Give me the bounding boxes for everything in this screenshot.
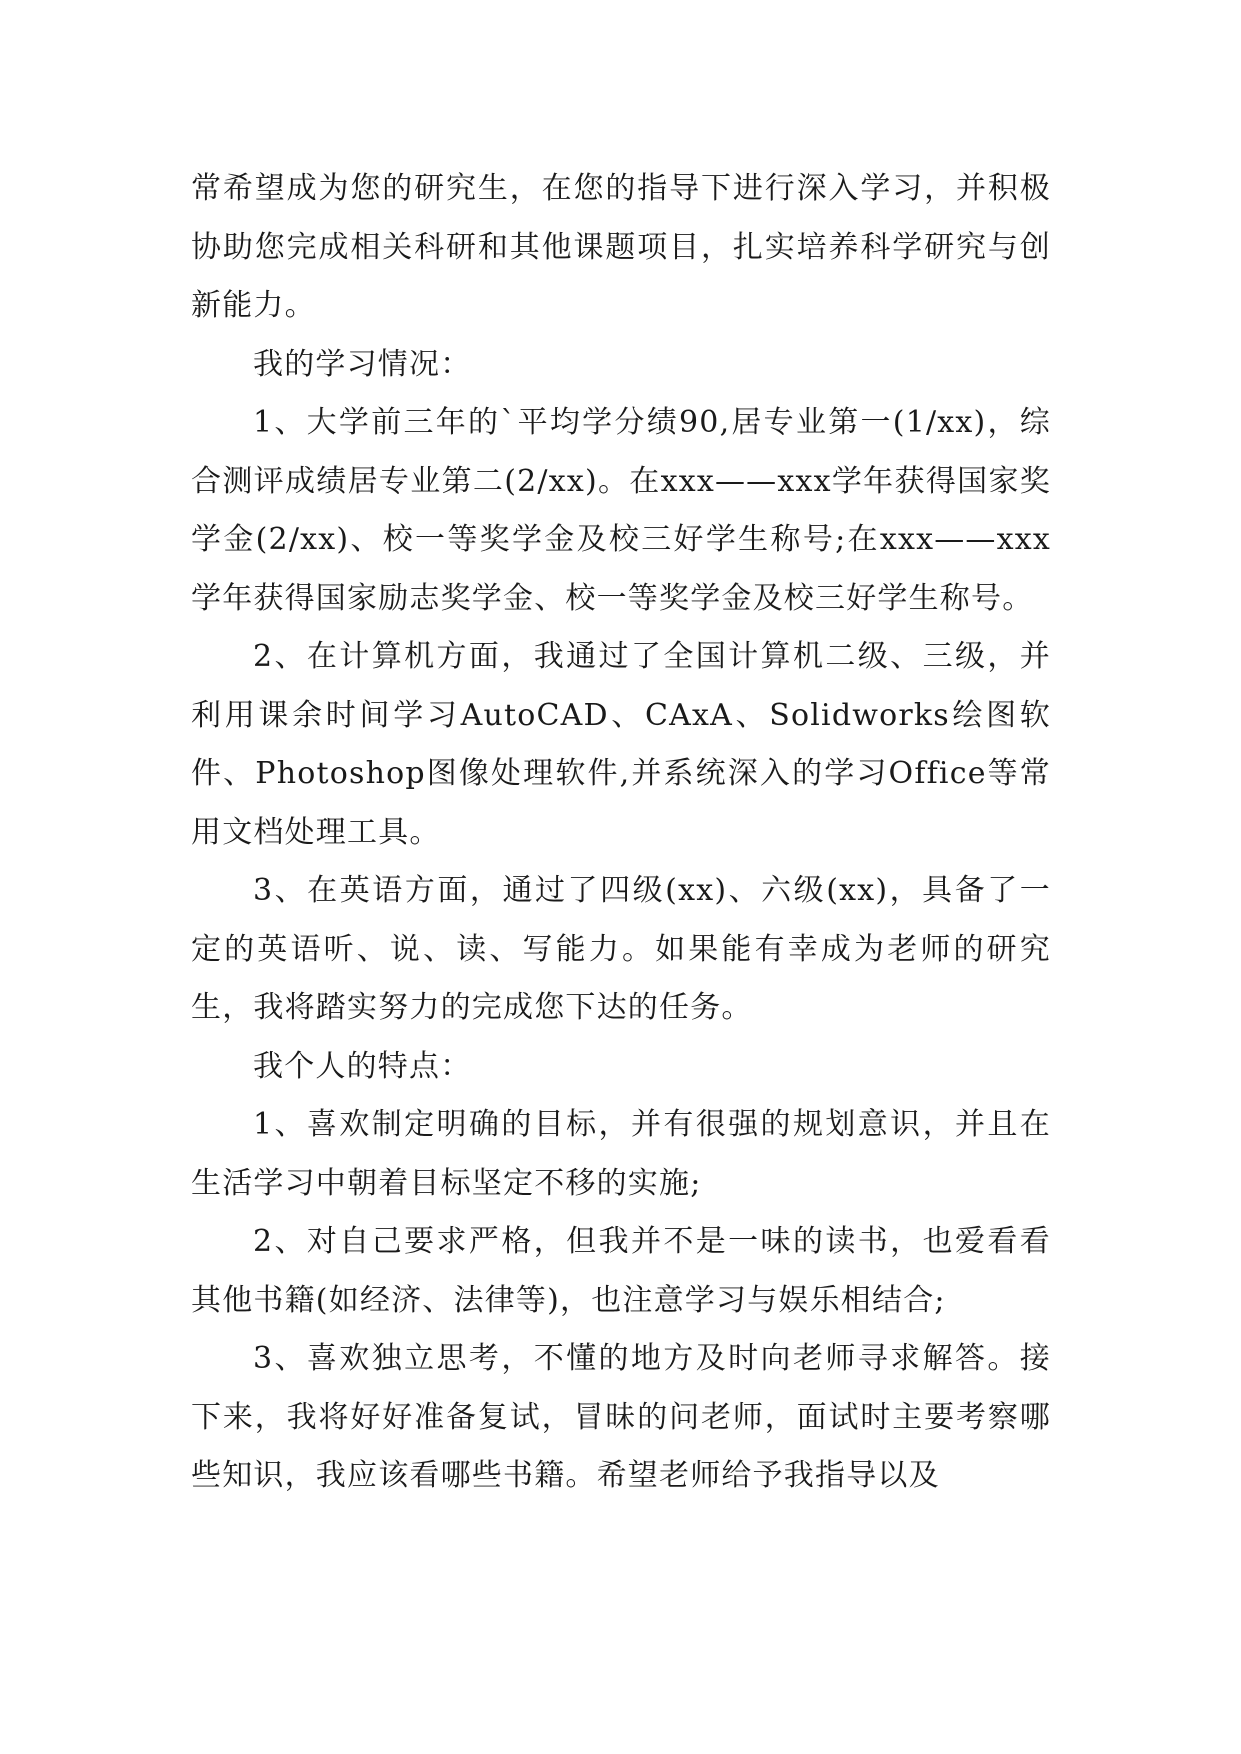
paragraph-trait-item-2: 2、对自己要求严格，但我并不是一味的读书，也爱看看其他书籍(如经济、法律等)，也注意学习与娱乐相结合; bbox=[191, 1224, 1051, 1318]
paragraph-study-item-2: 2、在计算机方面，我通过了全国计算机二级、三级，并利用课余时间学习AutoCAD、CAxA、Solidworks绘图软件、Photoshop图像处理软件,并系统深入的学习Office等常用文档处理工具。 bbox=[191, 639, 1051, 850]
paragraph-trait-item-3: 3、喜欢独立思考，不懂的地方及时向老师寻求解答。接下来，我将好好准备复试，冒昧的问老师，面试时主要考察哪些知识，我应该看哪些书籍。希望老师给予我指导以及 bbox=[191, 1341, 1051, 1493]
paragraph-study-item-3: 3、在英语方面，通过了四级(xx)、六级(xx)，具备了一定的英语听、说、读、写能力。如果能有幸成为老师的研究生，我将踏实努力的完成您下达的任务。 bbox=[191, 873, 1051, 1025]
heading-study-situation: 我的学习情况： bbox=[253, 346, 472, 382]
paragraph-trait-item-1: 1、喜欢制定明确的目标，并有很强的规划意识，并且在生活学习中朝着目标坚定不移的实施; bbox=[191, 1107, 1051, 1201]
heading-personal-traits: 我个人的特点： bbox=[253, 1048, 472, 1084]
paragraph-intro-continuation: 常希望成为您的研究生，在您的指导下进行深入学习，并积极协助您完成相关科研和其他课题项目，扎实培养科学研究与创新能力。 bbox=[191, 171, 1051, 323]
paragraph-study-item-1: 1、大学前三年的`平均学分绩90,居专业第一(1/xx)，综合测评成绩居专业第二(2/xx)。在xxx——xxx学年获得国家奖学金(2/xx)、校一等奖学金及校三好学生称号;在xxx——xxx学年获得国家励志奖学金、校一等奖学金及校三好学生称号。 bbox=[191, 405, 1051, 616]
document-body bbox=[191, 160, 1051, 1506]
